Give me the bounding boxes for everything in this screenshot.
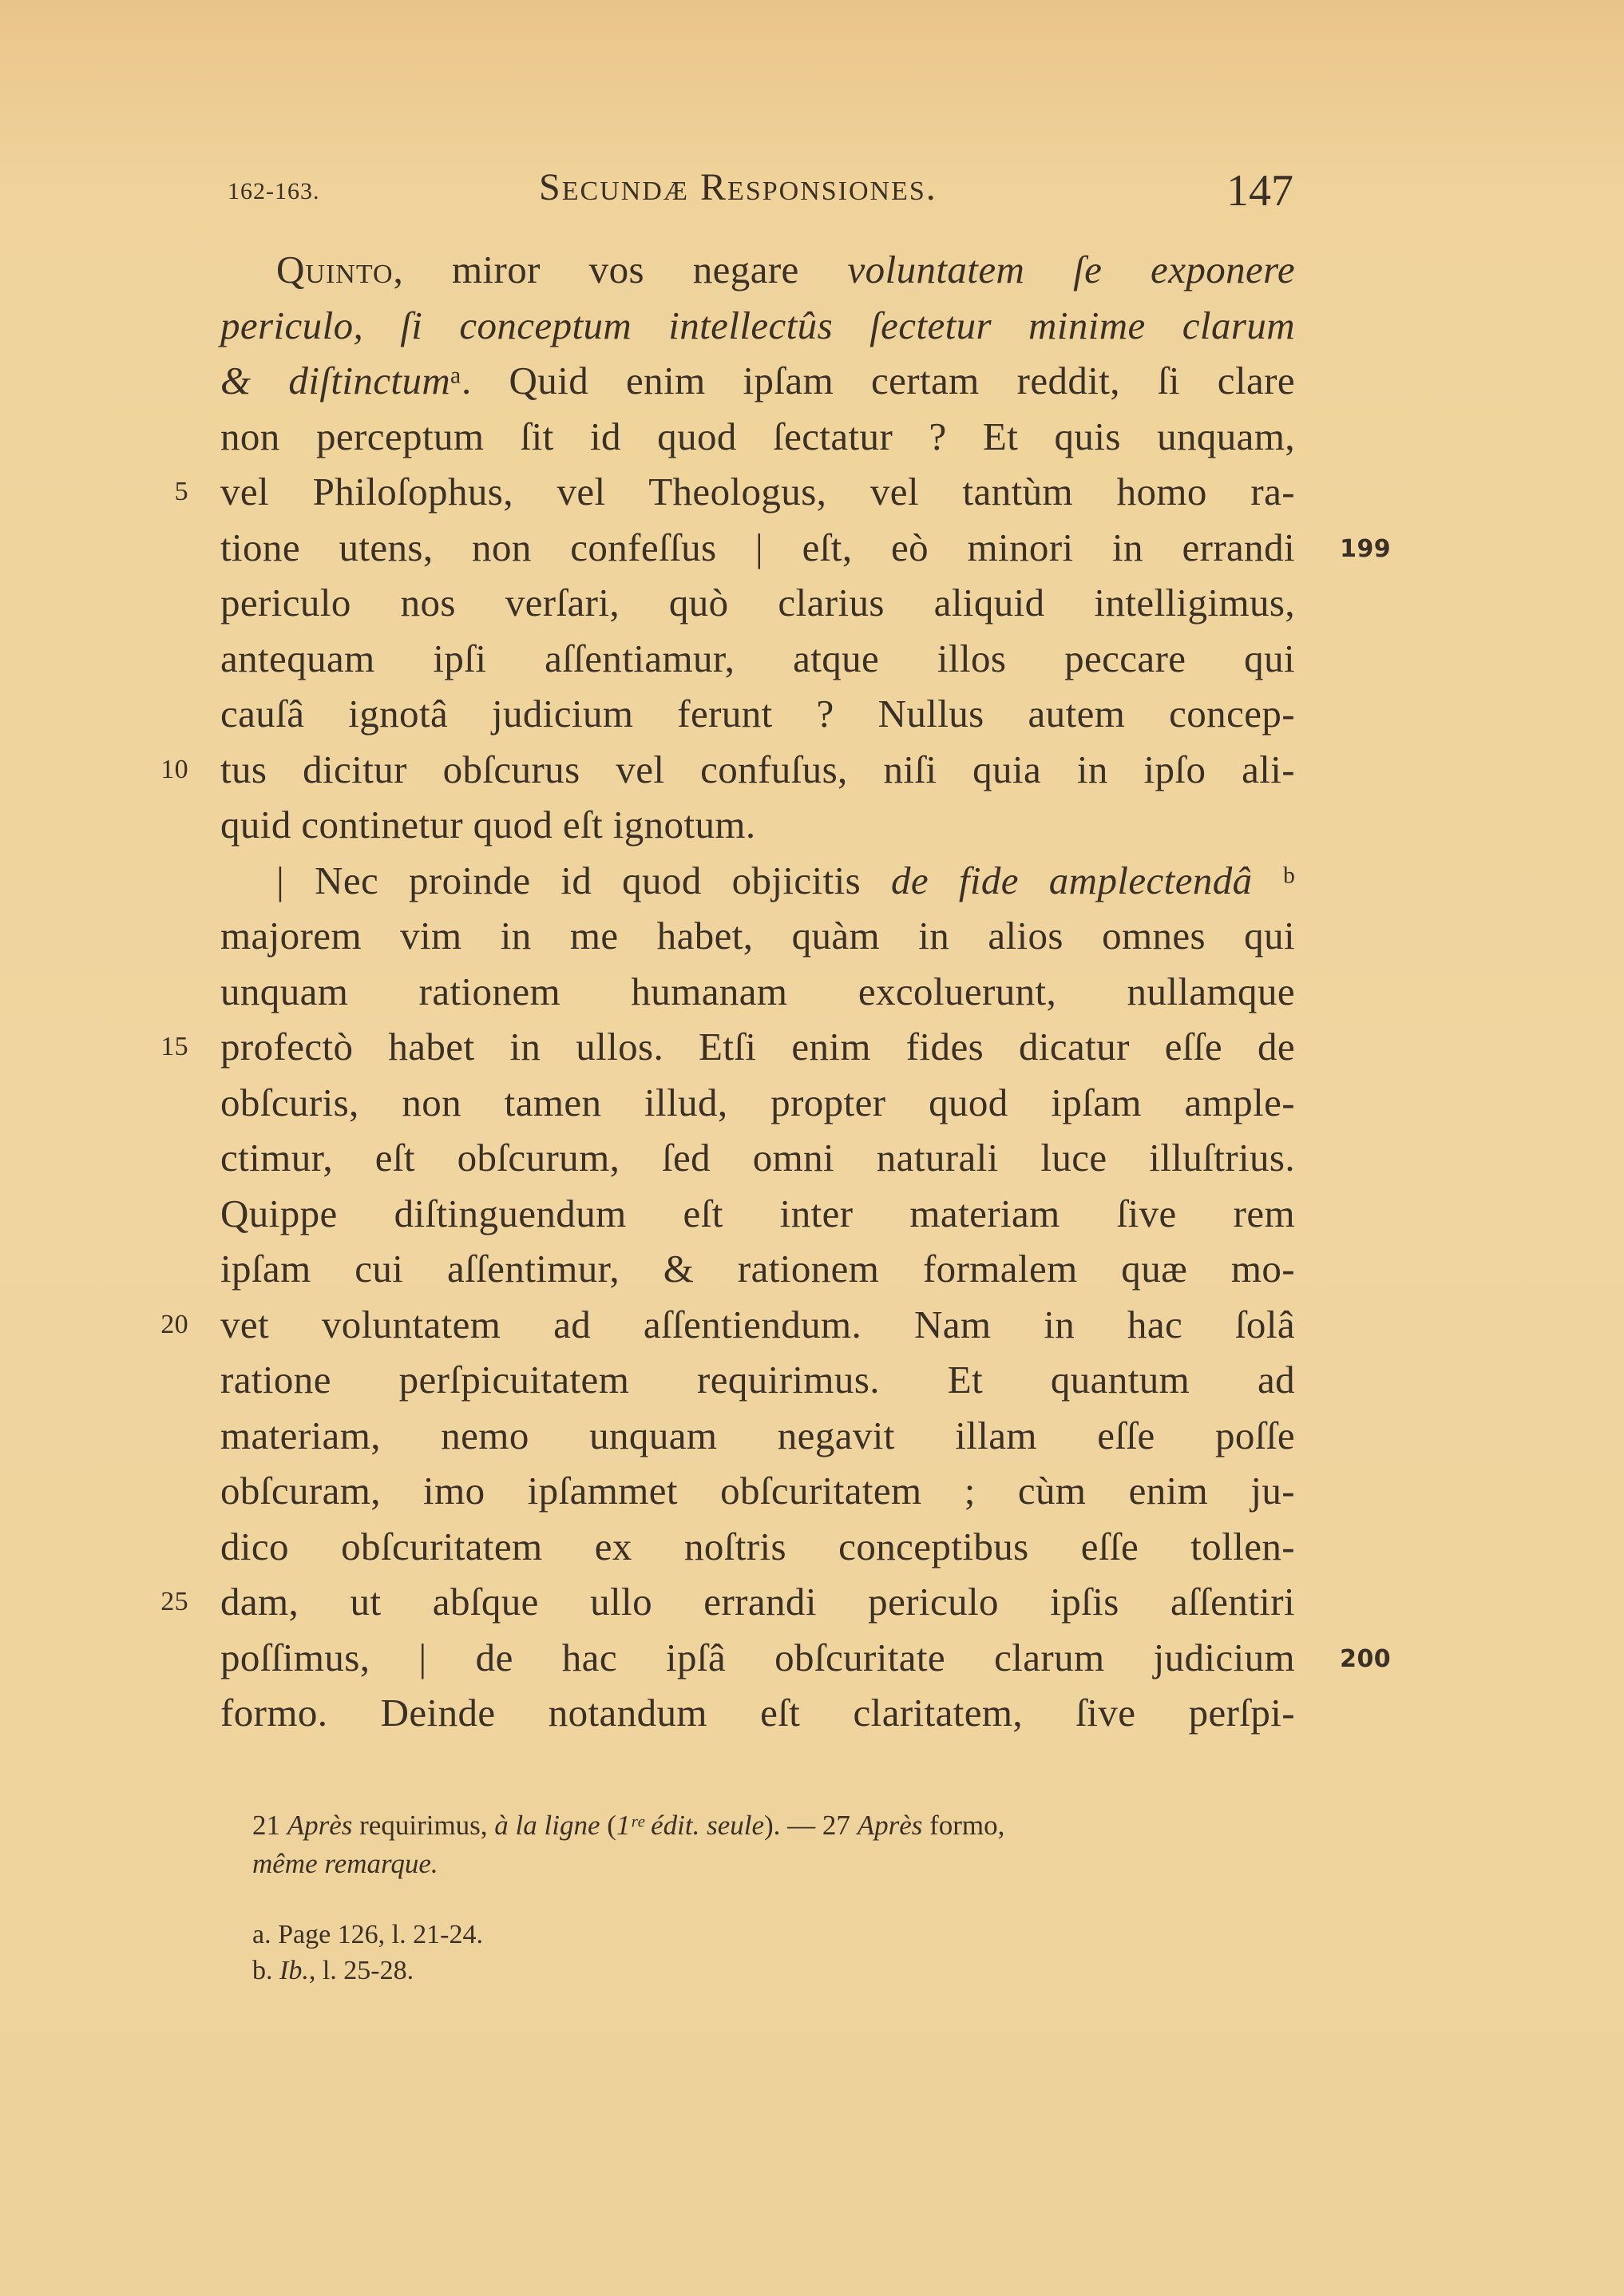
text-segment: cauſâ ignotâ judicium ferunt ? Nullus autem concep- [220,692,1295,736]
page-range: 162-163. [228,178,320,204]
text-segment: , l. 25-28. [308,1956,414,1985]
text-segment: poſſimus, | de hac ipſâ obſcuritate clarum judicium [220,1635,1295,1679]
text-segment: à la ligne [494,1810,600,1841]
text-segment: formo, [922,1810,1005,1841]
variant-note-line [252,1806,1287,1845]
text-segment: tione utens, non confeſſus | eſt, eò minori in errandi [220,525,1295,569]
running-head [224,164,1293,220]
text-segment: profectò habet in ullos. Etſi enim fides dicatur eſſe de [220,1025,1295,1069]
text-line [220,908,1295,964]
text-segment: 1ʳᵉ édit. seule [616,1810,765,1841]
margin-page-number: 200 [1340,1644,1391,1673]
text-line [220,1519,1295,1575]
body-text [160,242,1391,1741]
text-segment: requirimus, [352,1810,495,1841]
text-line [220,1352,1295,1408]
text-segment: Quippe diſtinguendum eſt inter materiam ſive rem [220,1191,1295,1235]
text-segment: non perceptum ſit id quod ſectatur ? Et quis unquam, [220,414,1295,458]
line-number: 5 [174,477,188,506]
text-segment: unquam rationem humanam excoluerunt, nullamque [220,969,1295,1013]
line-number: 15 [160,1032,188,1061]
text-segment: antequam ipſi aſſentiamur, atque illos peccare qui [220,636,1295,680]
text-line [220,1186,1295,1242]
text-segment: materiam, nemo unquam negavit illam eſſe poſſe [220,1413,1295,1457]
text-line [220,1408,1295,1464]
text-segment: quid continetur quod eſt ignotum. [220,803,756,847]
text-segment: voluntatem ſe exponere [847,248,1295,291]
text-segment: tus dicitur obſcurus vel confuſus, niſi quia in ipſo ali- [220,747,1295,791]
footnote [252,1953,971,1989]
text-segment: ( [600,1810,616,1841]
line-number: 10 [160,754,188,784]
text-line [220,853,1295,909]
text-segment: de fide amplectendâ [890,858,1253,902]
text-segment: vel Philoſophus, vel Theologus, vel tantùm homo ra- [220,470,1295,514]
text-line [160,1019,1295,1075]
text-line [220,575,1295,631]
text-segment: ). — 27 [764,1810,858,1841]
text-line [220,1075,1295,1131]
text-line [220,242,1295,298]
text-segment: ratione perſpicuitatem requirimus. Et quantum ad [220,1358,1295,1402]
line-number: 20 [160,1309,188,1339]
text-segment: & diſtinctum [220,359,451,402]
text-line [160,1574,1295,1630]
variant-notes [252,1806,1287,1883]
text-line [220,1241,1295,1297]
text-line [220,797,1295,853]
text-line [220,1463,1295,1519]
text-line [174,464,1295,520]
text-line [220,686,1295,742]
footnotes [252,1917,971,1989]
text-line [220,1630,1391,1686]
variant-note-line [252,1845,1287,1883]
text-segment: Après [287,1810,353,1841]
line-number: 25 [160,1587,188,1616]
text-line [220,964,1295,1020]
text-segment: ᵇ [1252,858,1295,902]
text-segment: a. Page 126, l. 21-24. [252,1920,483,1949]
text-line [220,1130,1295,1186]
text-segment: formo. Deinde notandum eſt claritatem, ſive perſpi- [220,1691,1295,1735]
text-segment: dam, ut abſque ullo errandi periculo ipſis aſſentiri [220,1580,1295,1624]
text-segment: même remarque. [252,1848,438,1879]
text-segment: obſcuram, imo ipſammet obſcuritatem ; cùm enim ju- [220,1469,1295,1513]
text-segment: Quinto [276,248,394,291]
text-segment: obſcuris, non tamen illud, propter quod ipſam ample- [220,1080,1295,1124]
text-segment: ipſam cui aſſentimur, & rationem formalem quæ mo- [220,1247,1295,1291]
text-segment: majorem vim in me habet, quàm in alios omnes qui [220,914,1295,958]
page-number: 147 [1226,166,1293,216]
text-segment: 21 [252,1810,287,1841]
text-line [220,1685,1295,1741]
footnote [252,1917,971,1953]
text-segment: vet voluntatem ad aſſentiendum. Nam in hac ſolâ [220,1302,1295,1346]
text-line [220,409,1295,465]
text-line [220,298,1295,354]
text-segment: ᵃ. Quid enim ipſam certam reddit, ſi clare [450,359,1295,402]
text-line [220,520,1391,576]
text-line [160,1297,1295,1353]
text-line [220,353,1295,409]
text-segment: | Nec proinde id quod objicitis [276,858,891,902]
text-line [220,631,1295,687]
text-line [160,742,1295,798]
text-segment: b. [252,1956,279,1985]
text-segment: Ib. [279,1956,309,1985]
text-segment: dico obſcuritatem ex noſtris conceptibus eſſe tollen- [220,1524,1295,1568]
margin-page-number: 199 [1340,534,1391,563]
text-segment: ctimur, eſt obſcurum, ſed omni naturali luce illuſtrius. [220,1136,1295,1180]
text-segment: , miror vos negare [393,248,848,291]
text-segment: periculo nos verſari, quò clarius aliquid intelligimus, [220,581,1295,625]
running-title: Secundæ Responsiones. [539,166,937,208]
text-segment: periculo, ſi conceptum intellectûs ſectetur minime clarum [220,303,1295,347]
text-segment: Après [857,1810,923,1841]
